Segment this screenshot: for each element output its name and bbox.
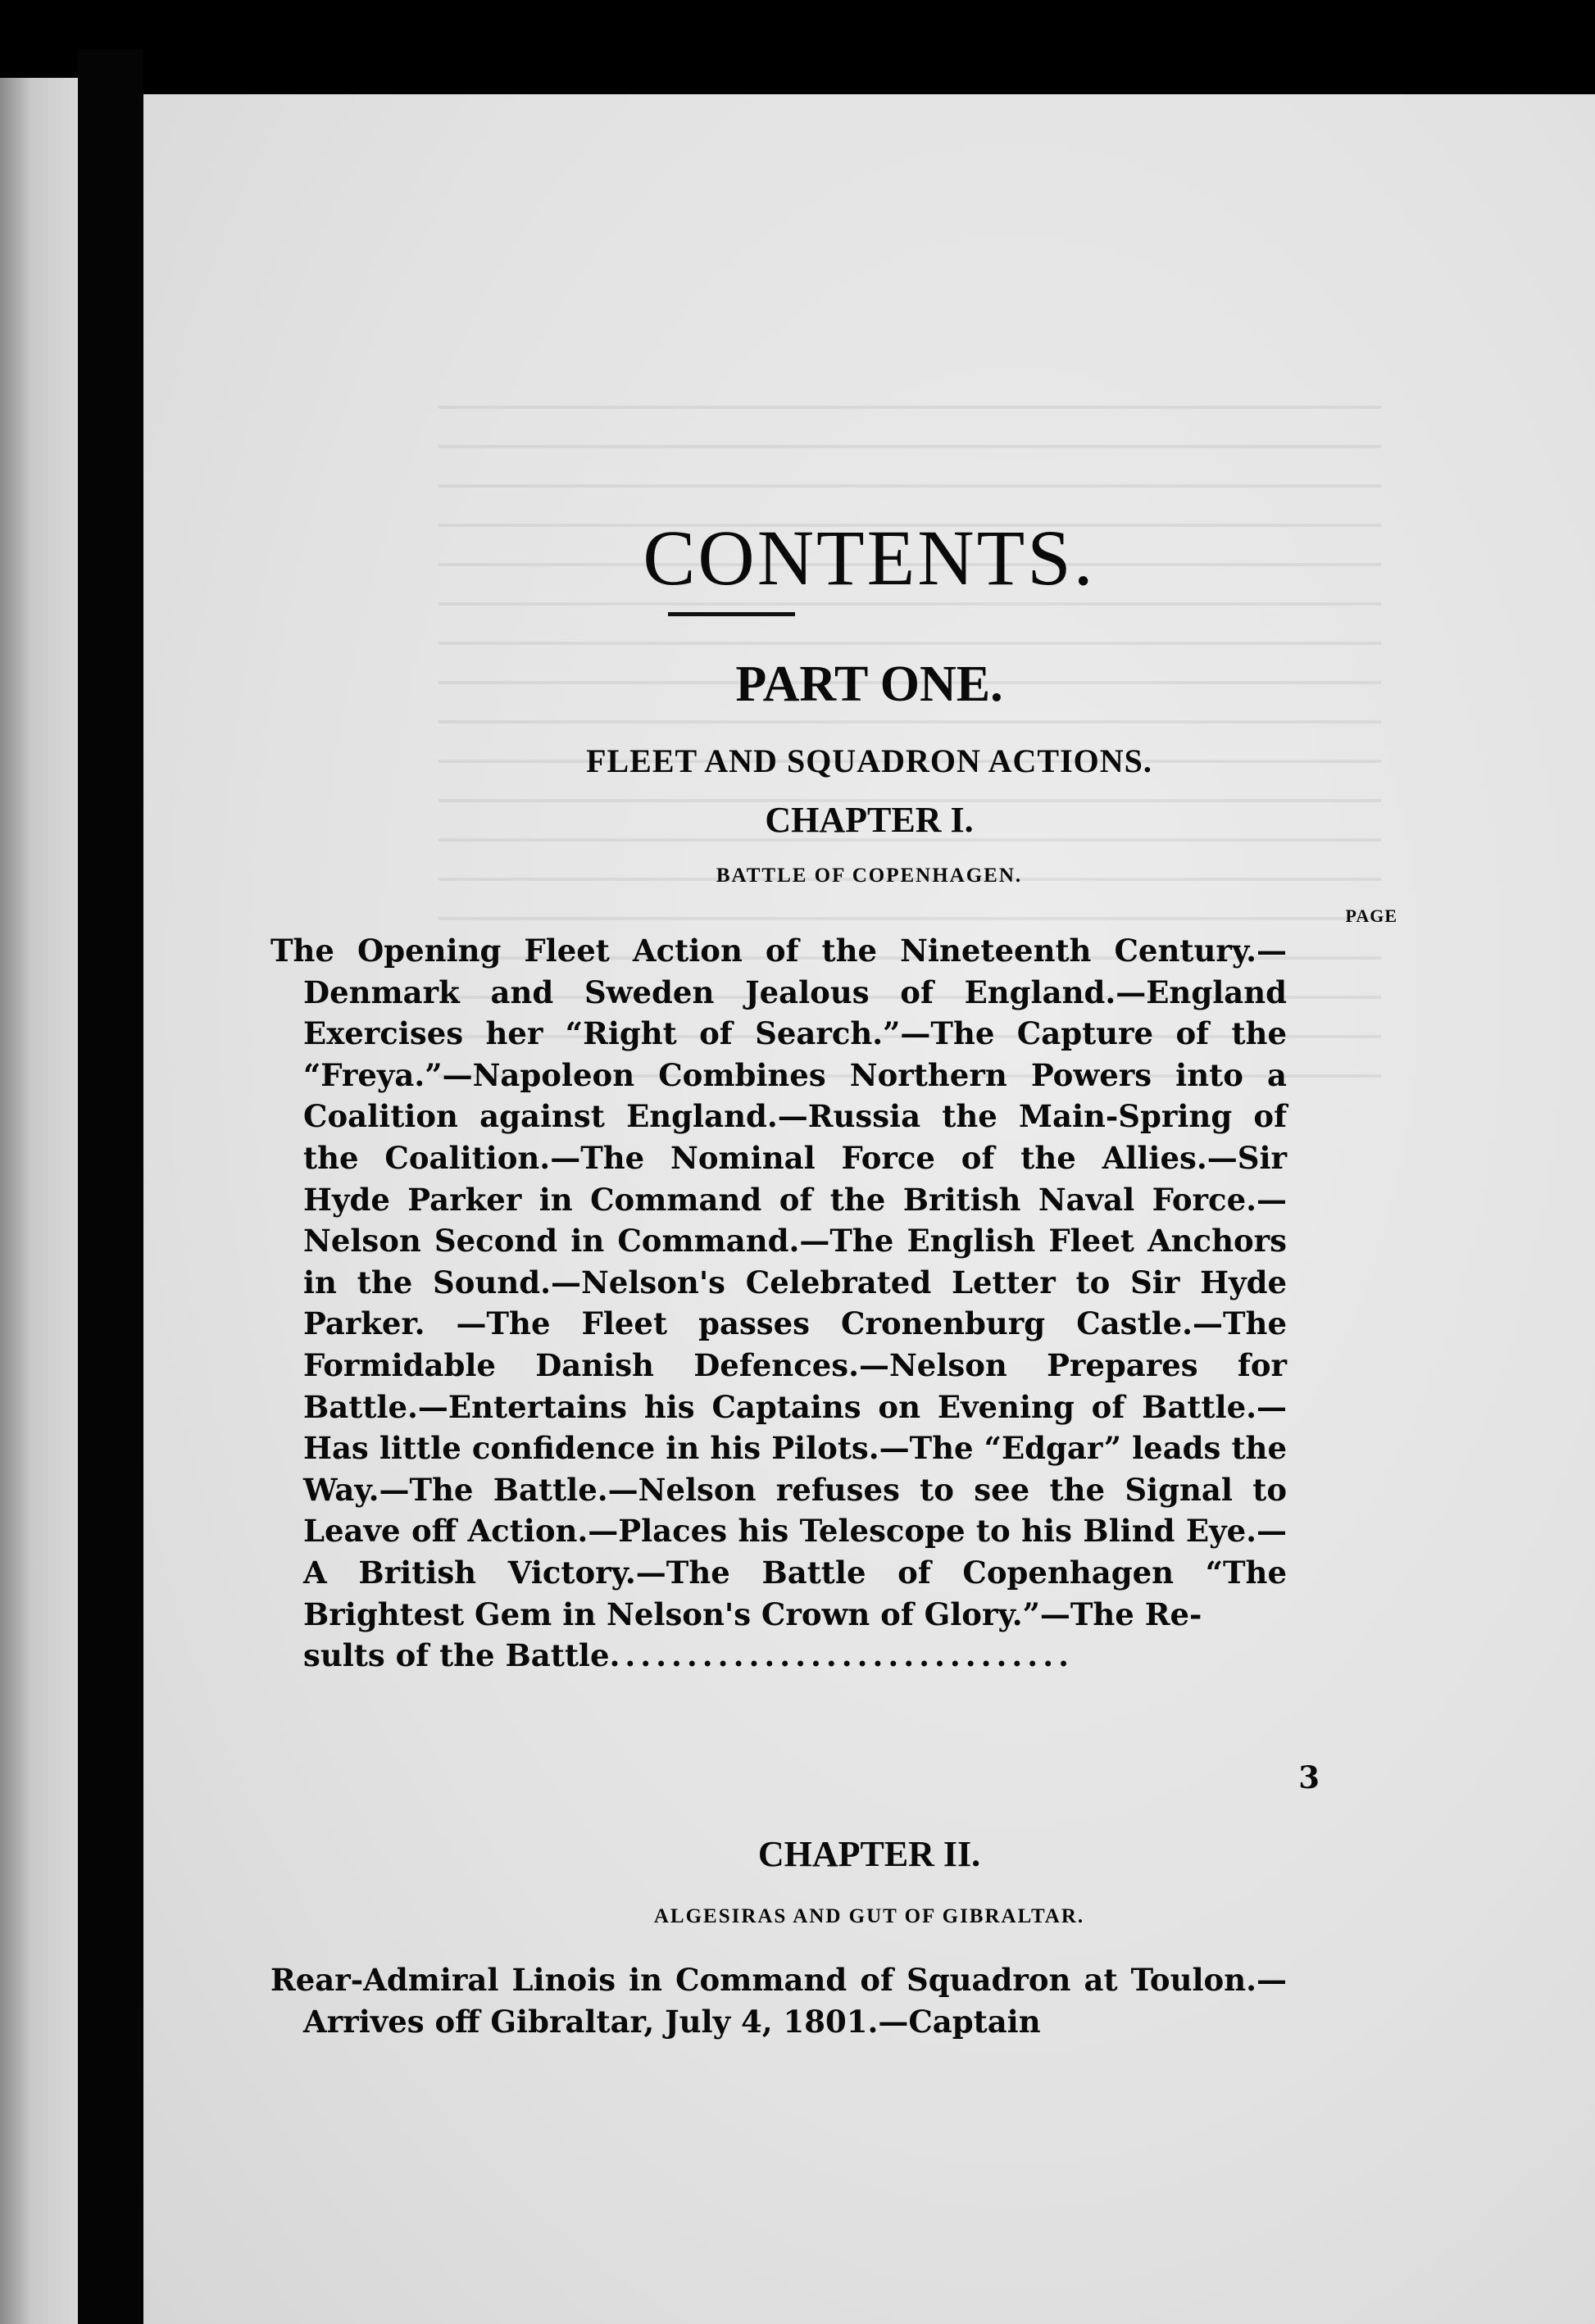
- dot-leader: ..............................: [609, 1637, 1074, 1674]
- page-column-label: PAGE: [1345, 906, 1397, 926]
- chapter-summary-text: Rear-Admiral Linois in Command of Squadron at Toulon.—Arrives off Gibraltar, July 4, 1801.—Captain: [270, 1962, 1287, 2040]
- part-heading: PART ONE.: [735, 656, 1003, 712]
- chapter-summary: [270, 930, 1287, 1677]
- chapter-subtitle: BATTLE OF COPENHAGEN.: [716, 865, 1023, 887]
- book-gutter: [78, 49, 143, 2324]
- section-heading: FLEET AND SQUADRON ACTIONS.: [586, 742, 1152, 779]
- contents-page: [143, 94, 1595, 2324]
- chapter-subtitle: ALGESIRAS AND GUT OF GIBRALTAR.: [653, 1905, 1085, 1927]
- chapter-summary-end: sults of the Battle: [303, 1637, 610, 1674]
- title-rule: [668, 612, 795, 616]
- page-title: CONTENTS.: [643, 514, 1096, 601]
- adjacent-page-edge: [0, 78, 78, 2324]
- chapter-summary: [270, 1959, 1287, 2042]
- chapter-heading: CHAPTER I.: [765, 800, 974, 840]
- page-number: 3: [1298, 1759, 1320, 1795]
- chapter-summary-text: The Opening Fleet Action of the Nineteenth Century.—Denmark and Sweden Jealous of England.—England Exercises her “Right of Search.”—The Capture of the “Freya.”—Napoleon Combines Northern Powers into a Coalition against England.—Russia the Main-Spring of the Coalition.—The Nominal Force of the Allies.—Sir Hyde Parker in Command of the British Naval Force.—Nelson Second in Command.—The English Fleet Anchors in the Sound.—Nelson's Celebrated Letter to Sir Hyde Parker. —The Fleet passes Cronenburg Castle.—The Formidable Danish Defences.—Nelson Prepares for Battle.—Entertains his Captains on Evening of Battle.—Has little confidence in his Pilots.—The “Edgar” leads the Way.—The Battle.—Nelson refuses to see the Signal to Leave off Action.—Places his Telescope to his Blind Eye.—A British Victory.—The Battle of Copenhagen “The Brightest Gem in Nelson's Crown of Glory.”—The Re-: [270, 933, 1287, 1632]
- chapter-heading: CHAPTER II.: [757, 1834, 981, 1874]
